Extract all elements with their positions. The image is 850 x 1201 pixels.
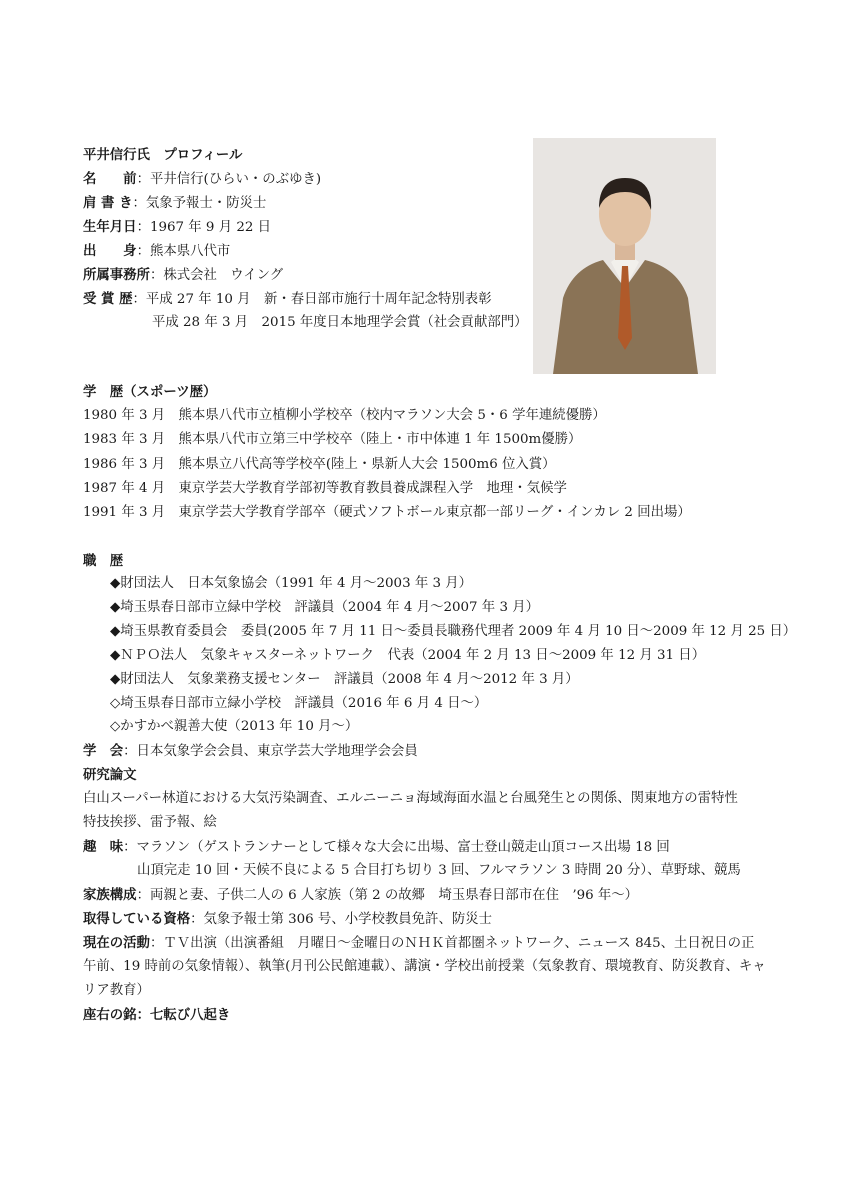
hobby-label: 趣 味 (83, 839, 124, 855)
page-title: 平井信行氏 プロフィール (83, 147, 243, 163)
motto-row (83, 1006, 230, 1024)
hobby-row (83, 838, 670, 857)
career-item: ◆財団法人 気象業務支援センター 評議員（2008 年 4 月～2012 年 3 月） (110, 672, 579, 687)
profile-label: 肩 書 き (83, 195, 133, 211)
profile-row-awards (83, 290, 492, 309)
profile-value: ：平成 27 年 10 月 新・春日部市施行十周年記念特別表彰 (132, 292, 492, 307)
profile-row-office (83, 266, 283, 285)
career-heading: 職 歴 (83, 553, 124, 569)
profile-value: ：平井信行(ひらい・のぶゆき) (136, 172, 322, 187)
hobby-value: ：マラソン（ゲストランナーとして様々な大会に出場、富士登山競走山頂コース出場 18 回 (123, 840, 670, 855)
society-label: 学 会 (83, 743, 124, 759)
profile-label: 名 前 (83, 171, 137, 187)
activities-value: ：ＴＶ出演（出演番組 月曜日～金曜日のＮＨＫ首都圏ネットワーク、ニュース 845、土日祝日の正 (149, 936, 755, 951)
profile-row-hometown (83, 242, 230, 261)
profile-label: 所属事務所 (83, 267, 150, 283)
hobby-line-2: 山頂完走 10 回・天候不良による 5 合目打ち切り 3 回、フルマラソン 3 時間 20 分）、草野球、競馬 (137, 863, 741, 878)
motto-label: 座右の銘 (83, 1007, 137, 1023)
profile-label: 生年月日 (83, 219, 137, 235)
profile-label: 受 賞 歴 (83, 291, 133, 307)
family-value: ：両親と妻、子供二人の 6 人家族（第 2 の故郷 埼玉県春日部市在住 ’96 年～） (136, 888, 639, 903)
career-item: ◇埼玉県春日部市立緑小学校 評議員（2016 年 6 月 4 日～） (110, 696, 488, 711)
society-row (83, 742, 418, 761)
qualifications-value: ：気象予報士第 306 号、小学校教員免許、防災士 (190, 912, 493, 927)
career-item: ◆埼玉県教育委員会 委員(2005 年 7 月 11 日～委員長職務代理者 2009 年 4 月 10 日～2009 年 12 月 25 日） (110, 624, 797, 639)
profile-value: ：1967 年 9 月 22 日 (136, 220, 272, 235)
qualifications-row (83, 910, 492, 929)
profile-value: ：気象予報士・防災士 (132, 196, 267, 211)
education-item: 1986 年 3 月 熊本県立八代高等学校卒(陸上・県新人大会 1500m6 位入賞） (83, 457, 556, 472)
activities-line-2: 午前、19 時前の気象情報）、執筆(月刊公民館連載）、講演・学校出前授業（気象教育、環境教育、防災教育、キャ (83, 959, 766, 974)
education-item: 1991 年 3 月 東京学芸大学教育学部卒（硬式ソフトボール東京都一部リーグ・インカレ 2 回出場） (83, 505, 691, 520)
profile-label: 出 身 (83, 243, 137, 259)
career-item: ◆ＮＰＯ法人 気象キャスターネットワーク 代表（2004 年 2 月 13 日～2009 年 12 月 31 日） (110, 648, 706, 663)
research-line: 白山スーパー林道における大気汚染調査、エルニーニョ海域海面水温と台風発生との関係、関東地方の雷特性 (83, 791, 738, 806)
society-value: ：日本気象学会会員、東京学芸大学地理学会会員 (123, 744, 418, 759)
profile-value: ：株式会社 ウイング (149, 268, 284, 283)
career-item: ◆財団法人 日本気象協会（1991 年 4 月～2003 年 3 月） (110, 576, 473, 591)
portrait-illustration (533, 138, 716, 374)
career-item: ◆埼玉県春日部市立緑中学校 評議員（2004 年 4 月～2007 年 3 月） (110, 600, 540, 615)
career-item: ◇かすかべ親善大使（2013 年 10 月～） (110, 719, 359, 734)
education-item: 1983 年 3 月 熊本県八代市立第三中学校卒（陸上・市中体連 1 年 1500m優勝） (83, 432, 582, 447)
family-label: 家族構成 (83, 887, 137, 903)
qualifications-label: 取得している資格 (83, 911, 191, 927)
education-item: 1980 年 3 月 熊本県八代市立植柳小学校卒（校内マラソン大会 5・6 学年連続優勝） (83, 408, 606, 423)
award-line-2: 平成 28 年 3 月 2015 年度日本地理学会賞（社会貢献部門） (152, 315, 528, 330)
motto-value: ：七転び八起き (136, 1007, 231, 1023)
education-item: 1987 年 4 月 東京学芸大学教育学部初等教育教員養成課程入学 地理・気候学 (83, 481, 567, 496)
activities-row (83, 934, 754, 953)
profile-row-title (83, 194, 266, 213)
profile-row-birthdate (83, 218, 271, 237)
activities-label: 現在の活動 (83, 935, 150, 951)
research-line: 特技挨拶、雷予報、絵 (83, 815, 217, 830)
profile-value: ：熊本県八代市 (136, 244, 231, 259)
education-heading: 学 歴（スポーツ歴） (83, 384, 217, 400)
research-heading: 研究論文 (83, 767, 137, 783)
activities-line-3: リア教育） (83, 983, 150, 998)
family-row (83, 886, 638, 905)
portrait-photo (533, 138, 716, 374)
profile-row-name (83, 170, 321, 189)
